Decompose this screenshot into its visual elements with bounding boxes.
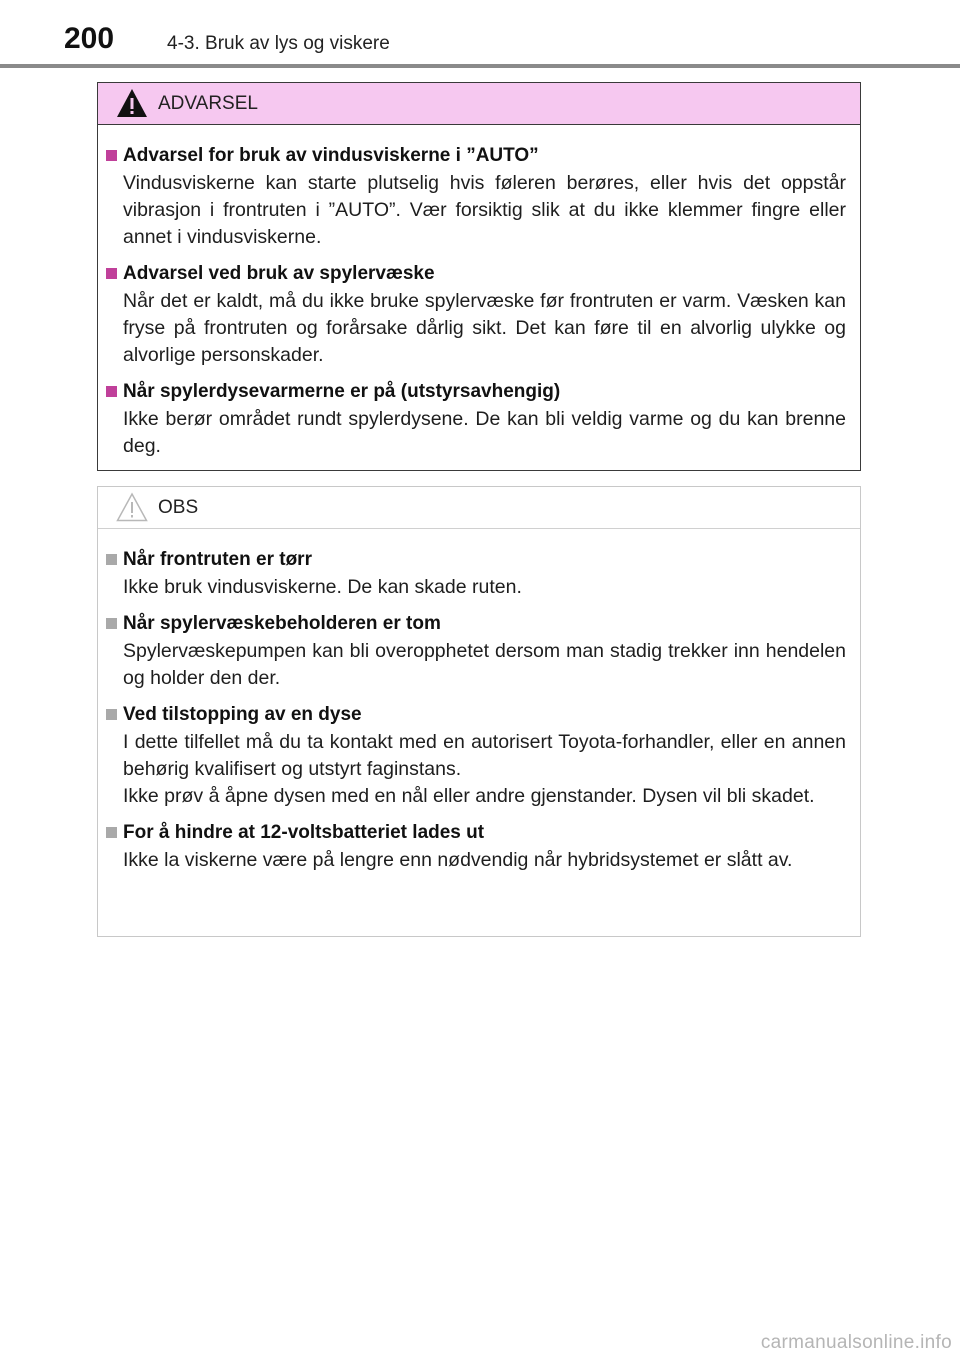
notice-section: [106, 609, 846, 692]
section-body: [106, 638, 846, 692]
section-title-text: Advarsel ved bruk av spylervæske: [123, 263, 435, 284]
section-title-text: Når frontruten er tørr: [123, 549, 312, 570]
page-number: 200: [64, 22, 115, 55]
section-title-text: Når spylervæskebeholderen er tom: [123, 613, 441, 634]
notice-box: [97, 486, 861, 937]
paragraph: Når det er kaldt, må du ikke bruke spylervæske før frontruten er varm. Væsken kan fryse på frontruten og forårsake dårlig sikt. Det kan føre til en alvorlig ulykke og alvorlige personskader.: [123, 290, 846, 366]
bullet-square-icon: [106, 268, 117, 279]
section-title: [106, 259, 846, 288]
bullet-square-icon: [106, 554, 117, 565]
section-title: [106, 377, 846, 406]
warning-section: [106, 377, 846, 460]
notice-section: [106, 545, 846, 601]
warning-section: [106, 259, 846, 369]
paragraph: Ikke la viskerne være på lengre enn nødvendig når hybridsystemet er slått av.: [123, 849, 793, 871]
section-title-text: Når spylerdysevarmerne er på (utstyrsavhengig): [123, 381, 561, 402]
bullet-square-icon: [106, 827, 117, 838]
watermark-url: carmanualsonline.info: [760, 1332, 952, 1353]
caution-triangle-outline-icon: [116, 492, 148, 522]
notice-box-body: [98, 529, 860, 874]
header-rule: [0, 64, 960, 68]
paragraph: Ikke bruk vindusviskerne. De kan skade ruten.: [123, 576, 522, 598]
warning-triangle-icon: [116, 88, 148, 118]
paragraph: Ikke prøv å åpne dysen med en nål eller andre gjenstander. Dysen vil bli skadet.: [123, 785, 815, 807]
section-title: [106, 141, 846, 170]
chapter-title: 4-3. Bruk av lys og viskere: [167, 33, 390, 54]
section-body: [106, 574, 846, 601]
notice-section: [106, 818, 846, 874]
section-body: [106, 847, 846, 874]
section-body: [106, 729, 846, 810]
warning-box-label: ADVARSEL: [158, 93, 258, 114]
bullet-square-icon: [106, 150, 117, 161]
section-title: [106, 700, 846, 729]
section-title-text: For å hindre at 12-voltsbatteriet lades ut: [123, 822, 485, 843]
section-body: [106, 406, 846, 460]
notice-box-label: OBS: [158, 497, 199, 518]
section-body: [106, 170, 846, 251]
paragraph: Ikke berør området rundt spylerdysene. De kan bli veldig varme og du kan brenne deg.: [123, 408, 846, 457]
bullet-square-icon: [106, 709, 117, 720]
warning-section: [106, 141, 846, 251]
section-title-text: Advarsel for bruk av vindusviskerne i ”AUTO”: [123, 145, 539, 166]
warning-box-body: [98, 125, 860, 460]
section-title-text: Ved tilstopping av en dyse: [123, 704, 362, 725]
notice-section: [106, 700, 846, 810]
paragraph: Vindusviskerne kan starte plutselig hvis føleren berøres, eller hvis det oppstår vibrasjon i frontruten i ”AUTO”. Vær forsiktig slik at du ikke klemmer fingre eller annet i vindusviskerne.: [123, 172, 846, 248]
section-body: [106, 288, 846, 369]
section-title: [106, 818, 846, 847]
paragraph: I dette tilfellet må du ta kontakt med en autorisert Toyota-forhandler, eller en annen behørig kvalifisert og utstyrt faginstans.: [123, 731, 846, 780]
bullet-square-icon: [106, 618, 117, 629]
bullet-square-icon: [106, 386, 117, 397]
section-title: [106, 609, 846, 638]
section-title: [106, 545, 846, 574]
warning-box-header: [98, 83, 860, 125]
paragraph: Spylervæskepumpen kan bli overopphetet dersom man stadig trekker inn hendelen og holder den der.: [123, 640, 846, 689]
notice-box-header: [98, 487, 860, 529]
warning-box: [97, 82, 861, 471]
